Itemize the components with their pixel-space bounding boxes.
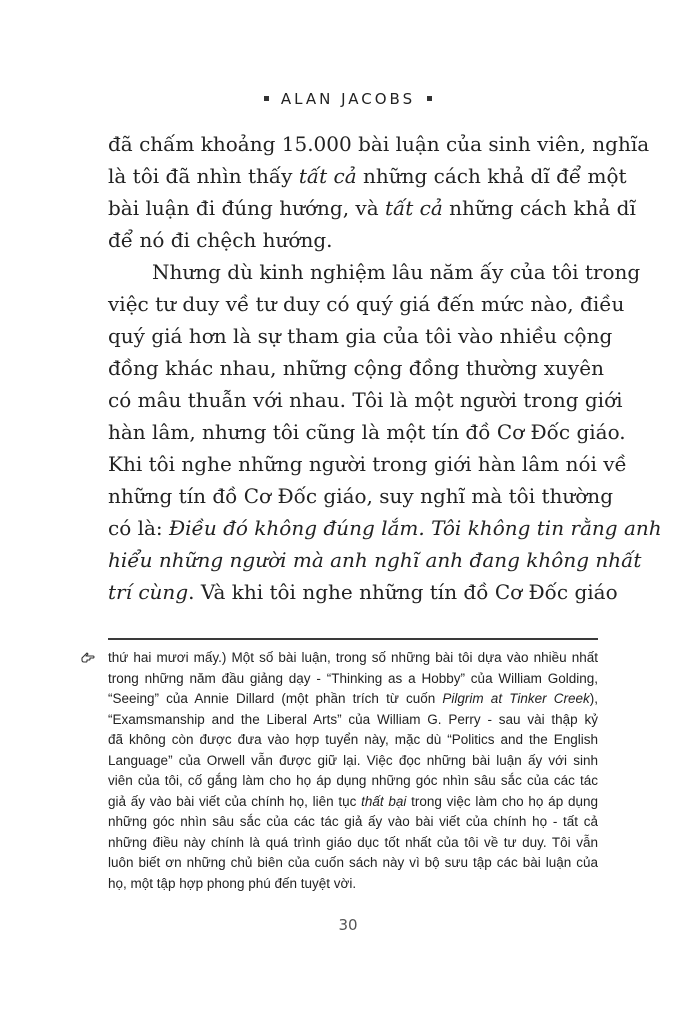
footnote-text: Language” của Orwell vẫn được giữ lại. Việc đọc những bài luận ấy với sinh: [108, 752, 598, 768]
body-text: việc tư duy về tư duy có quý giá đến mức nào, điều: [108, 292, 625, 316]
body-line: [108, 160, 627, 192]
footnote-text: luôn biết ơn những chủ biên của cuốn sách này vì bộ sưu tập các bài luận của: [108, 855, 598, 870]
footnote-text: những điều này chính là quá trình giáo dục tốt nhất của tôi về tư duy. Tôi vẫn: [108, 834, 598, 850]
body-line: [108, 480, 613, 512]
body-line: [108, 288, 625, 320]
footnote-divider: [108, 638, 598, 640]
footnote-line: [108, 689, 598, 710]
body-line: [108, 448, 627, 480]
body-italic-text: trí cùng: [108, 580, 189, 604]
footnote-line: [108, 771, 598, 792]
body-text: đồng khác nhau, những cộng đồng thường xuyên: [108, 356, 604, 380]
body-line: [108, 128, 650, 160]
footnote-line: [108, 874, 598, 895]
footnote-text: giả ấy vào bài viết của chính họ, liên tục: [108, 793, 362, 809]
body-text: . Và khi tôi nghe những tín đồ Cơ Đốc giáo: [188, 580, 618, 604]
footnote-text: “Examsmanship and the Liberal Arts” của William G. Perry - sau vài thập kỷ: [108, 711, 598, 727]
footnote-line: [108, 792, 598, 813]
body-italic-text: hiểu những người mà anh nghĩ anh đang không nhất: [108, 548, 642, 572]
footnote-text: đã không còn được đưa vào hợp tuyển này, mặc dù “Politics and the English: [108, 732, 598, 747]
body-italic-text: tất cả: [384, 196, 443, 220]
bullet-square-right: [427, 96, 432, 101]
body-line: [108, 384, 623, 416]
body-line: [108, 352, 604, 384]
footnote-text: trong những năm đầu giảng dạy - “Thinking as a Hobby” của William Golding,: [108, 670, 598, 686]
body-text: những tín đồ Cơ Đốc giáo, suy nghĩ mà tôi thường: [108, 484, 613, 508]
footnote-line: [108, 812, 598, 833]
body-line: [108, 192, 636, 224]
footnote-text: trong việc làm cho họ áp dụng: [406, 793, 598, 809]
body-text: những cách khả dĩ để một: [356, 164, 627, 188]
footnote-line: [108, 833, 598, 854]
body-text: có là:: [108, 516, 170, 540]
body-text: đã chấm khoảng 15.000 bài luận của sinh viên, nghĩa: [108, 132, 650, 156]
footnote-line: [108, 853, 598, 874]
footnote-text: ),: [589, 691, 598, 706]
body-line: [108, 512, 662, 544]
running-head: [0, 90, 696, 108]
footnote-text: “Seeing” của Annie Dillard (một phần trích từ cuốn: [108, 691, 443, 706]
body-text: bài luận đi đúng hướng, và: [108, 196, 385, 220]
body-text: là tôi đã nhìn thấy: [108, 164, 299, 188]
footnote-line: [108, 648, 598, 669]
footnote-text: họ, một tập hợp phong phú đến tuyệt vời.: [108, 875, 357, 891]
body-text: có mâu thuẫn với nhau. Tôi là một người trong giới: [108, 388, 623, 412]
page-number: 30: [338, 916, 358, 934]
body-text: Nhưng dù kinh nghiệm lâu năm ấy của tôi trong: [152, 260, 641, 284]
body-line: [108, 544, 642, 576]
footnote-line: [108, 751, 598, 772]
hand-pointer-icon: [80, 648, 96, 664]
body-text: hàn lâm, nhưng tôi cũng là một tín đồ Cơ Đốc giáo.: [108, 420, 626, 444]
body-italic-text: tất cả: [298, 164, 357, 188]
body-line: [108, 576, 618, 608]
footnote-italic-text: Pilgrim at Tinker Creek: [442, 691, 590, 706]
body-line: [108, 416, 626, 448]
body-text: Khi tôi nghe những người trong giới hàn lâm nói về: [108, 452, 627, 476]
footnote-italic-text: thất bại: [361, 793, 407, 809]
footnote-line: [108, 669, 598, 690]
body-line: [108, 224, 598, 256]
body-text: để nó đi chệch hướng.: [108, 228, 333, 252]
body-text: quý giá hơn là sự tham gia của tôi vào nhiều cộng: [108, 324, 613, 348]
footnote-text: viên của tôi, cố gắng làm cho họ áp dụng những góc nhìn sâu sắc của các tác: [108, 773, 598, 788]
footnote: [108, 648, 598, 894]
bullet-square-left: [264, 96, 269, 101]
body-text: những cách khả dĩ: [442, 196, 636, 220]
footnote-text: thứ hai mươi mấy.) Một số bài luận, trong số những bài tôi dựa vào nhiều nhất: [108, 650, 598, 665]
footnote-line: [108, 730, 598, 751]
author-name: ALAN JACOBS: [280, 90, 416, 108]
body-line: [108, 256, 641, 288]
body-line: [108, 320, 613, 352]
body-italic-text: Điều đó không đúng lắm. Tôi không tin rằng anh: [169, 516, 662, 540]
footnote-line: [108, 710, 598, 731]
footnote-text: những góc nhìn sâu sắc của các tác giả ấy vào bài viết của chính họ - tất cả: [108, 814, 598, 829]
main-text: [108, 128, 662, 608]
